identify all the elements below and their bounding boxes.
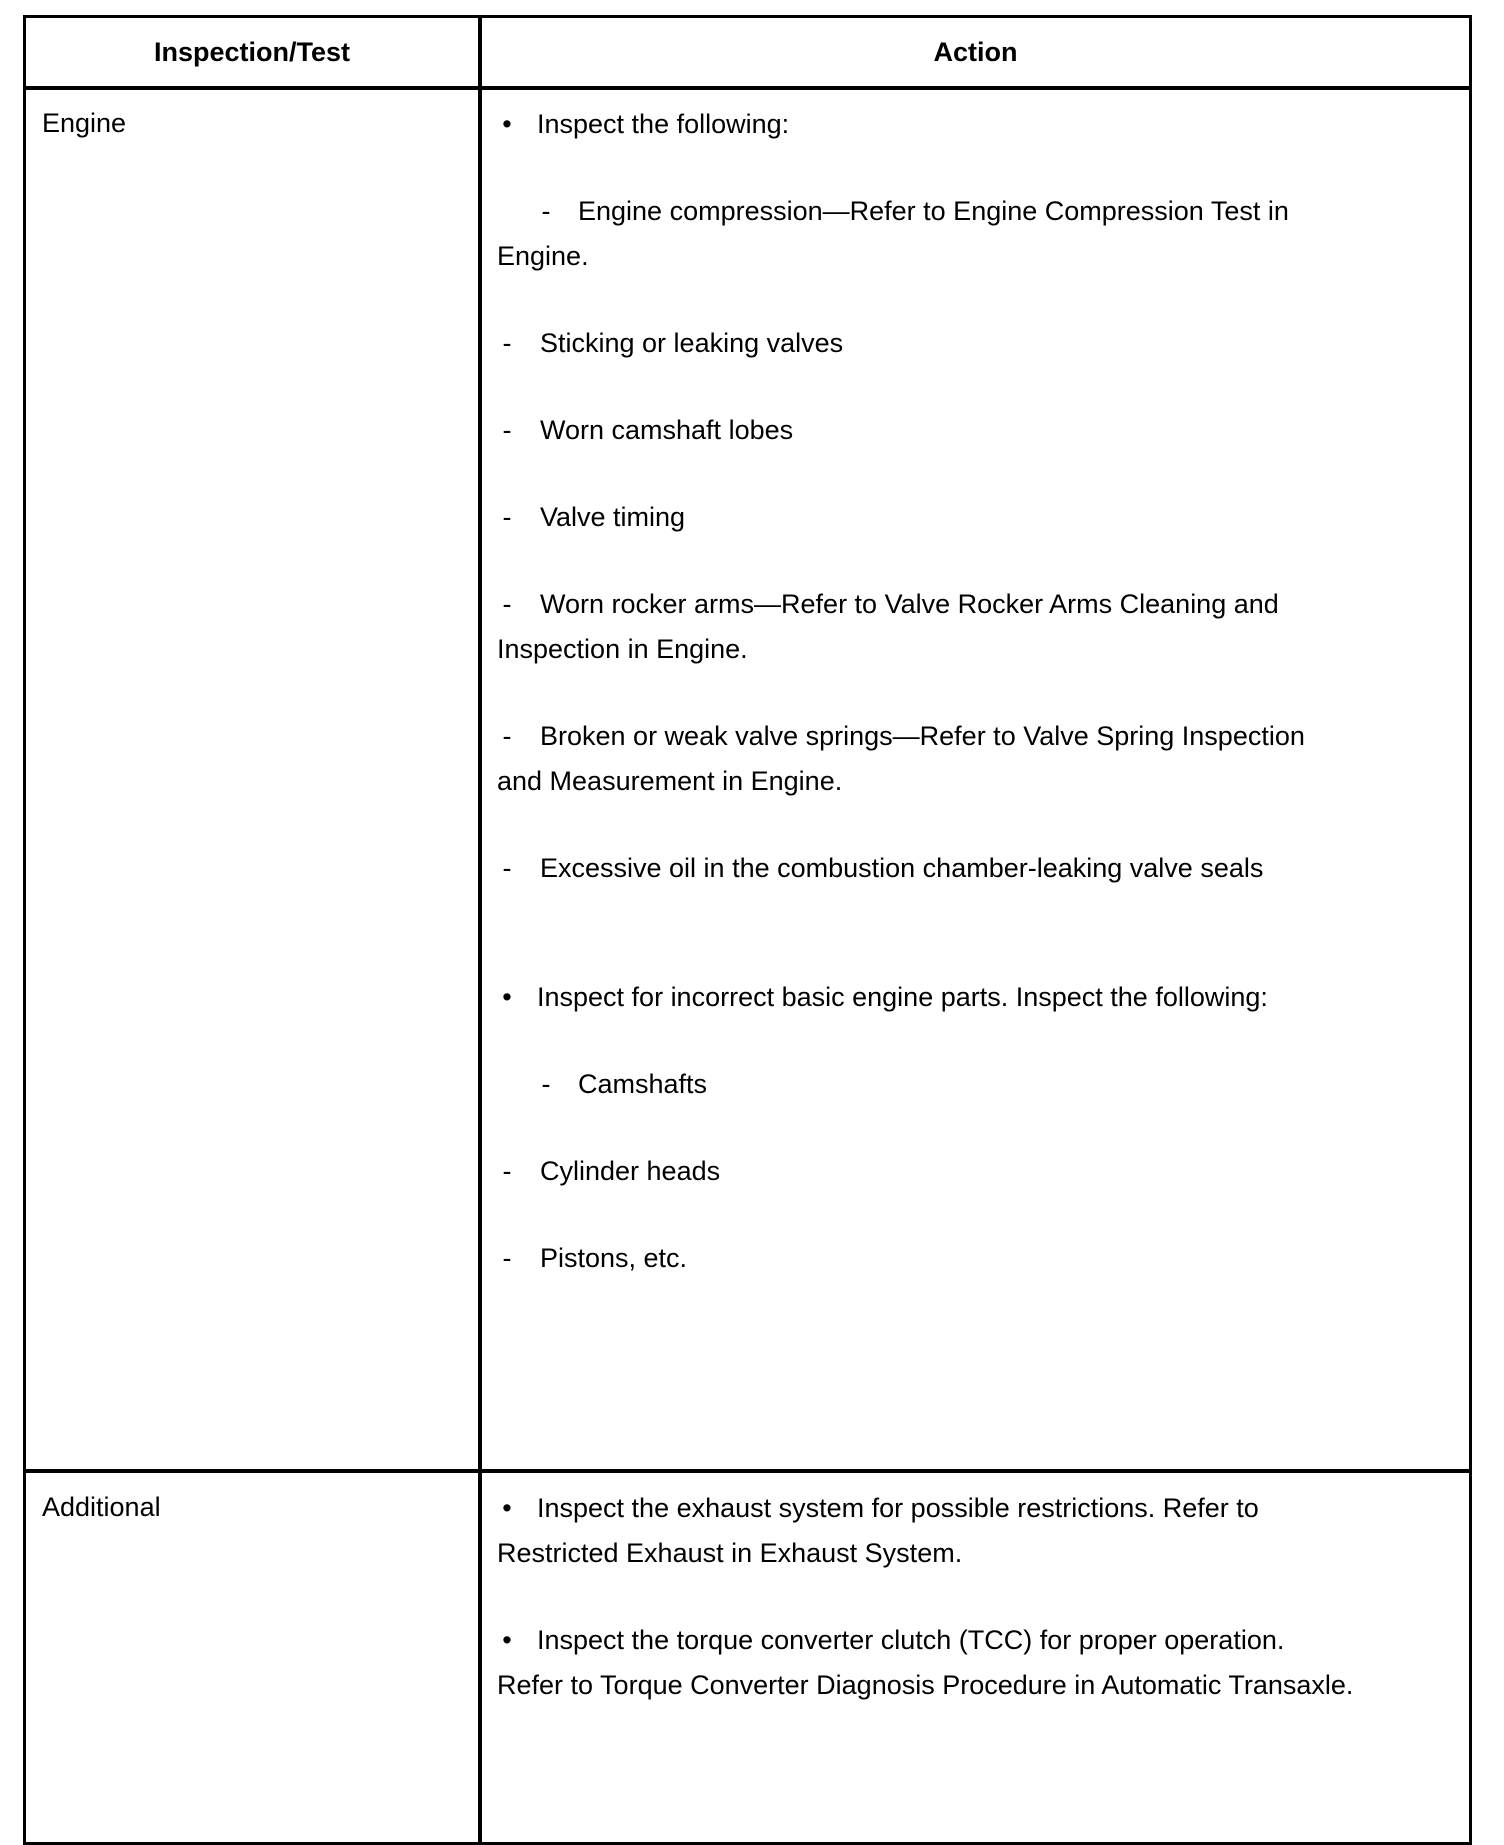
dash-icon: - <box>502 1243 512 1273</box>
additional-action-cell: • Inspect the exhaust system for possible restrictions. Refer to Restricted Exhaust in Exhaust System. • Inspect the torque converter clutch (TCC) for proper operation. Refer to Torque Converter Diagnosis Procedure in Automatic Transaxle. <box>497 1493 1354 1700</box>
header-inspection-test: Inspection/Test <box>153 36 351 67</box>
bullet-icon: • <box>502 1625 512 1655</box>
dash-icon: - <box>502 328 512 358</box>
row-label-engine: Engine <box>42 108 127 138</box>
engine-action-cell: • Inspect the following: - Engine compression—Refer to Engine Compression Test in Engine. - Sticking or leaking valves - Worn camshaft lobes - Valve timing - Worn rocker arms—Refer to Valve Rocker Arms Cleaning and Inspection in Engine. - Broken or weak valve springs—Refer to Valve Spring Inspection and Measurement in Engine. - Excessive oil in the combustion chamber-leaking valve seals • Inspect for incorrect basic engine parts. Inspect the following: - Camshafts - Cylinder heads - Pistons, etc. <box>497 109 1305 1273</box>
column-divider <box>478 18 482 1842</box>
dash-icon: - <box>541 1069 551 1099</box>
dash-icon: - <box>541 196 551 226</box>
dash-icon: - <box>502 415 512 445</box>
bullet-icon: • <box>502 1493 512 1523</box>
row-label-additional: Additional <box>42 1492 161 1522</box>
dash-icon: - <box>502 589 512 619</box>
dash-icon: - <box>502 1156 512 1186</box>
bullet-icon: • <box>502 109 512 139</box>
inspection-table <box>23 15 1472 1845</box>
dash-icon: - <box>502 502 512 532</box>
dash-icon: - <box>502 853 512 883</box>
dash-icon: - <box>502 721 512 751</box>
bullet-icon: • <box>502 982 512 1012</box>
header-action: Action <box>933 36 1018 67</box>
